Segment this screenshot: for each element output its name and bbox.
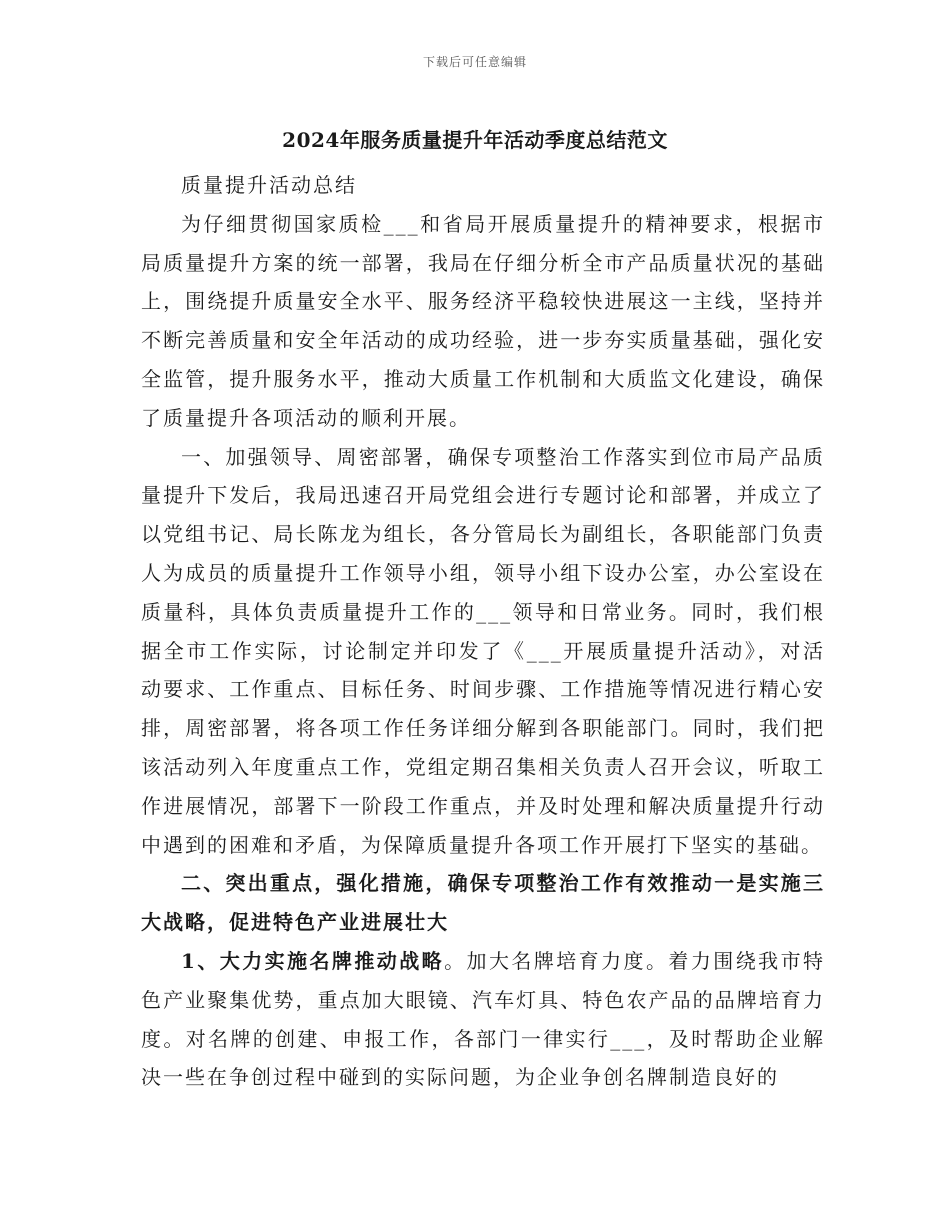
item-1-paragraph	[141, 942, 825, 1097]
section-2-heading: 二、突出重点，强化措施，确保专项整治工作有效推动一是实施三大战略，促进特色产业进展壮大	[141, 871, 825, 935]
intro-paragraph: 为仔细贯彻国家质检___和省局开展质量提升的精神要求，根据市局质量提升方案的统一部署，我局在仔细分析全市产品质量状况的基础上，围绕提升质量安全水平、服务经济平稳较快进展这一主线，坚持并不断完善质量和安全年活动的成功经验，进一步夯实质量基础，强化安全监管，提升服务水平，推动大质量工作机制和大质监文化建设，确保了质量提升各项活动的顺利开展。	[141, 211, 825, 430]
subtitle-paragraph: 质量提升活动总结	[181, 173, 357, 197]
document-title: 2024年服务质量提升年活动季度总结范文	[282, 128, 668, 152]
item-1-lead: 1、大力实施名牌推动战略	[181, 948, 445, 973]
header-note: 下载后可任意编辑	[422, 55, 527, 69]
item-1-body: 。加大名牌培育力度。着力围绕我市特色产业聚集优势，重点加大眼镜、汽车灯具、特色农产品的品牌培育力度。对名牌的创建、申报工作，各部门一律实行___，及时帮助企业解决一些在争创过程中碰到的实际问题，为企业争创名牌制造良好的	[141, 948, 825, 1090]
section-1-paragraph: 一、加强领导、周密部署，确保专项整治工作落实到位市局产品质量提升下发后，我局迅速召开局党组会进行专题讨论和部署，并成立了以党组书记、局长陈龙为组长，各分管局长为副组长，各职能部门负责人为成员的质量提升工作领导小组，领导小组下设办公室，办公室设在质量科，具体负责质量提升工作的___领导和日常业务。同时，我们根据全市工作实际，讨论制定并印发了《___开展质量提升活动》，对活动要求、工作重点、目标任务、时间步骤、工作措施等情况进行精心安排，周密部署，将各项工作任务详细分解到各职能部门。同时，我们把该活动列入年度重点工作，党组定期召集相关负责人召开会议，听取工作进展情况，部署下一阶段工作重点，并及时处理和解决质量提升行动中遇到的困难和矛盾，为保障质量提升各项工作开展打下坚实的基础。	[141, 444, 825, 857]
document-body	[141, 166, 825, 1097]
